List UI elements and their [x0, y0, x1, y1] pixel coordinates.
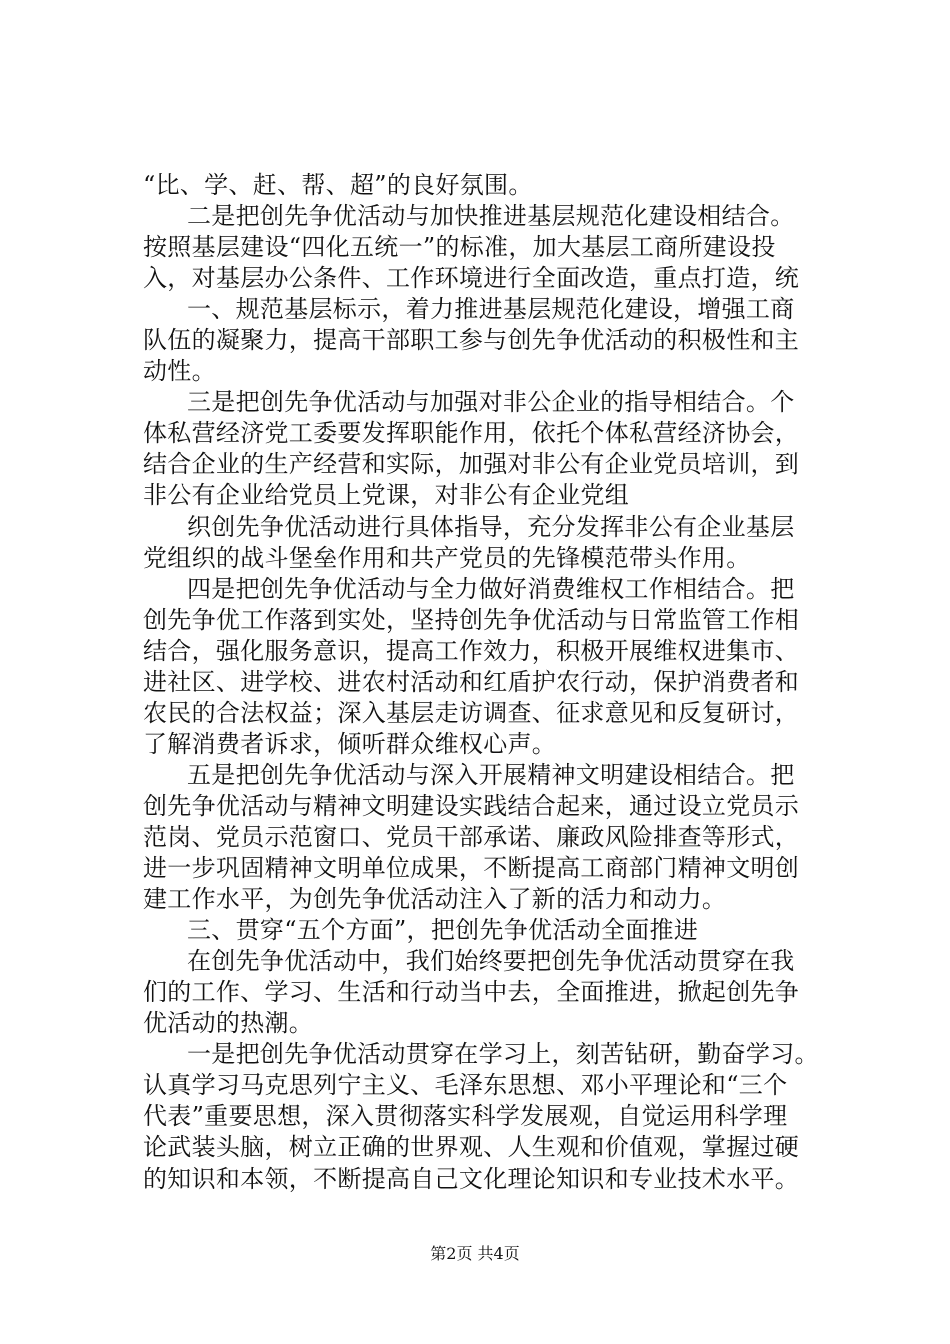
text-line: 五是把创先争优活动与深入开展精神文明建设相结合。把	[187, 760, 795, 789]
page-footer: 第2页 共4页	[430, 1244, 520, 1263]
text-line: 一是把创先争优活动贯穿在学习上，刻苦钻研，勤奋学习。	[187, 1040, 819, 1069]
text-line: 建工作水平，为创先争优活动注入了新的活力和动力。	[143, 885, 727, 914]
text-line: 论武装头脑，树立正确的世界观、人生观和价值观，掌握过硬	[143, 1133, 800, 1162]
text-line: 织创先争优活动进行具体指导，充分发挥非公有企业基层	[187, 512, 795, 541]
text-line: 了解消费者诉求，倾听群众维权心声。	[143, 729, 557, 758]
text-line: 农民的合法权益；深入基层走访调查、征求意见和反复研讨，	[143, 698, 800, 727]
text-line: 动性。	[143, 357, 216, 386]
text-line: 的知识和本领，不断提高自己文化理论知识和专业技术水平。	[143, 1164, 800, 1193]
text-line: 认真学习马克思列宁主义、毛泽东思想、邓小平理论和“三个	[143, 1071, 788, 1100]
text-line: 入，对基层办公条件、工作环境进行全面改造，重点打造，统	[143, 264, 800, 293]
text-line: 在创先争优活动中，我们始终要把创先争优活动贯穿在我	[187, 947, 795, 976]
text-line: 范岗、党员示范窗口、党员干部承诺、廉政风险排查等形式，	[143, 822, 800, 851]
text-line: 体私营经济党工委要发挥职能作用，依托个体私营经济协会，	[143, 419, 800, 448]
text-line: 按照基层建设“四化五统一”的标准，加大基层工商所建设投	[143, 233, 776, 262]
text-line: 一、规范基层标示，着力推进基层规范化建设，增强工商	[187, 295, 795, 324]
text-line: 优活动的热潮。	[143, 1009, 314, 1038]
text-line: 三、贯穿“五个方面”，把创先争优活动全面推进	[187, 916, 699, 945]
text-line: 进社区、进学校、进农村活动和红盾护农行动，保护消费者和	[143, 667, 800, 696]
text-line: 党组织的战斗堡垒作用和共产党员的先锋模范带头作用。	[143, 543, 751, 572]
text-line: 队伍的凝聚力，提高干部职工参与创先争优活动的积极性和主	[143, 326, 800, 355]
text-line: 创先争优工作落到实处，坚持创先争优活动与日常监管工作相	[143, 605, 800, 634]
text-line: 四是把创先争优活动与全力做好消费维权工作相结合。把	[187, 574, 795, 603]
text-line: “比、学、赶、帮、超”的良好氛围。	[143, 171, 533, 199]
text-line: 进一步巩固精神文明单位成果，不断提高工商部门精神文明创	[143, 854, 800, 883]
text-line: 非公有企业给党员上党课，对非公有企业党组	[143, 481, 629, 510]
document-body	[143, 170, 863, 1195]
text-line: 结合，强化服务意识，提高工作效力，积极开展维权进集市、	[143, 636, 800, 665]
text-line: 二是把创先争优活动与加快推进基层规范化建设相结合。	[187, 202, 795, 231]
text-line: 创先争优活动与精神文明建设实践结合起来，通过设立党员示	[143, 791, 800, 820]
text-line: 们的工作、学习、生活和行动当中去，全面推进，掀起创先争	[143, 978, 800, 1007]
text-line: 结合企业的生产经营和实际，加强对非公有企业党员培训，到	[143, 450, 800, 479]
text-line: 代表”重要思想，深入贯彻落实科学发展观，自觉运用科学理	[143, 1102, 788, 1131]
text-line: 三是把创先争优活动与加强对非公企业的指导相结合。个	[187, 388, 795, 417]
